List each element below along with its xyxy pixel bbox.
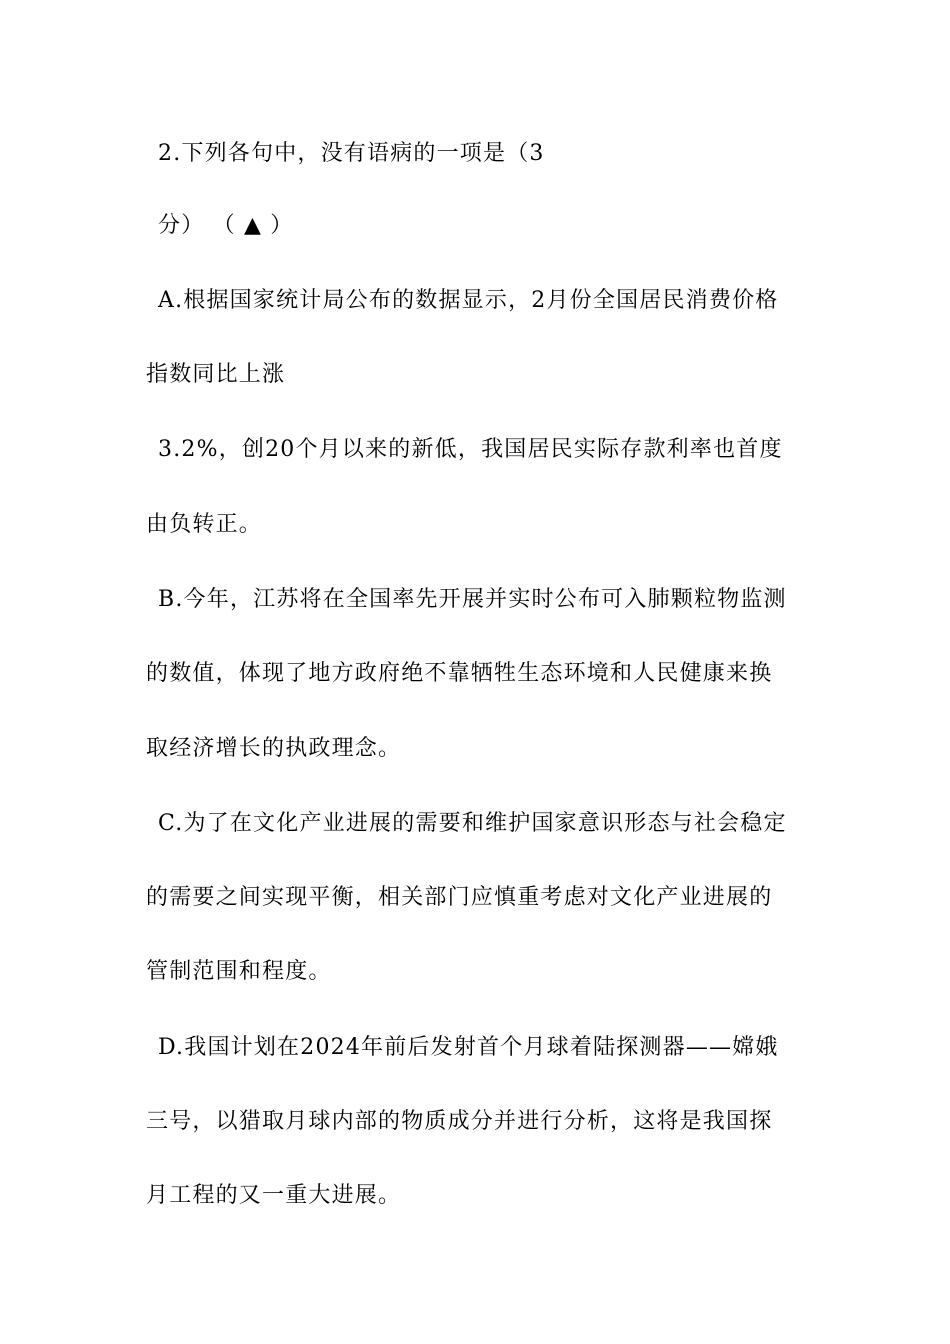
option-c-line-1: C.为了在文化产业进展的需要和维护国家意识形态与社会稳定: [158, 811, 787, 836]
option-a-line-4: 由负转正。: [146, 512, 263, 537]
option-b-line-2: 的数值，体现了地方政府绝不靠牺牲生态环境和人民健康来换: [146, 661, 773, 686]
option-d-line-3: 月工程的又一重大进展。: [146, 1183, 402, 1208]
option-a-line-2: 指数同比上涨: [146, 362, 286, 387]
option-a-line-1: A.根据国家统计局公布的数据显示，2月份全国居民消费价格: [158, 288, 779, 313]
option-d-line-2: 三号，以猎取月球内部的物质成分并进行分析，这将是我国探: [146, 1109, 773, 1134]
option-b-line-3: 取经济增长的执政理念。: [146, 736, 402, 761]
option-c-line-3: 管制范围和程度。: [146, 959, 332, 984]
option-b-line-1: B.今年，江苏将在全国率先开展并实时公布可入肺颗粒物监测: [158, 587, 787, 612]
option-d-line-1: D.我国计划在2024年前后发射首个月球着陆探测器——嫦娥: [158, 1035, 779, 1060]
option-c-line-2: 的需要之间实现平衡，相关部门应慎重考虑对文化产业进展的: [146, 885, 773, 910]
question-line-2: 分） （ ▲ ）: [158, 213, 294, 238]
question-line-1: 2.下列各句中，没有语病的一项是（3: [158, 141, 545, 166]
option-a-line-3: 3.2%，创20个月以来的新低，我国居民实际存款利率也首度: [158, 437, 783, 462]
